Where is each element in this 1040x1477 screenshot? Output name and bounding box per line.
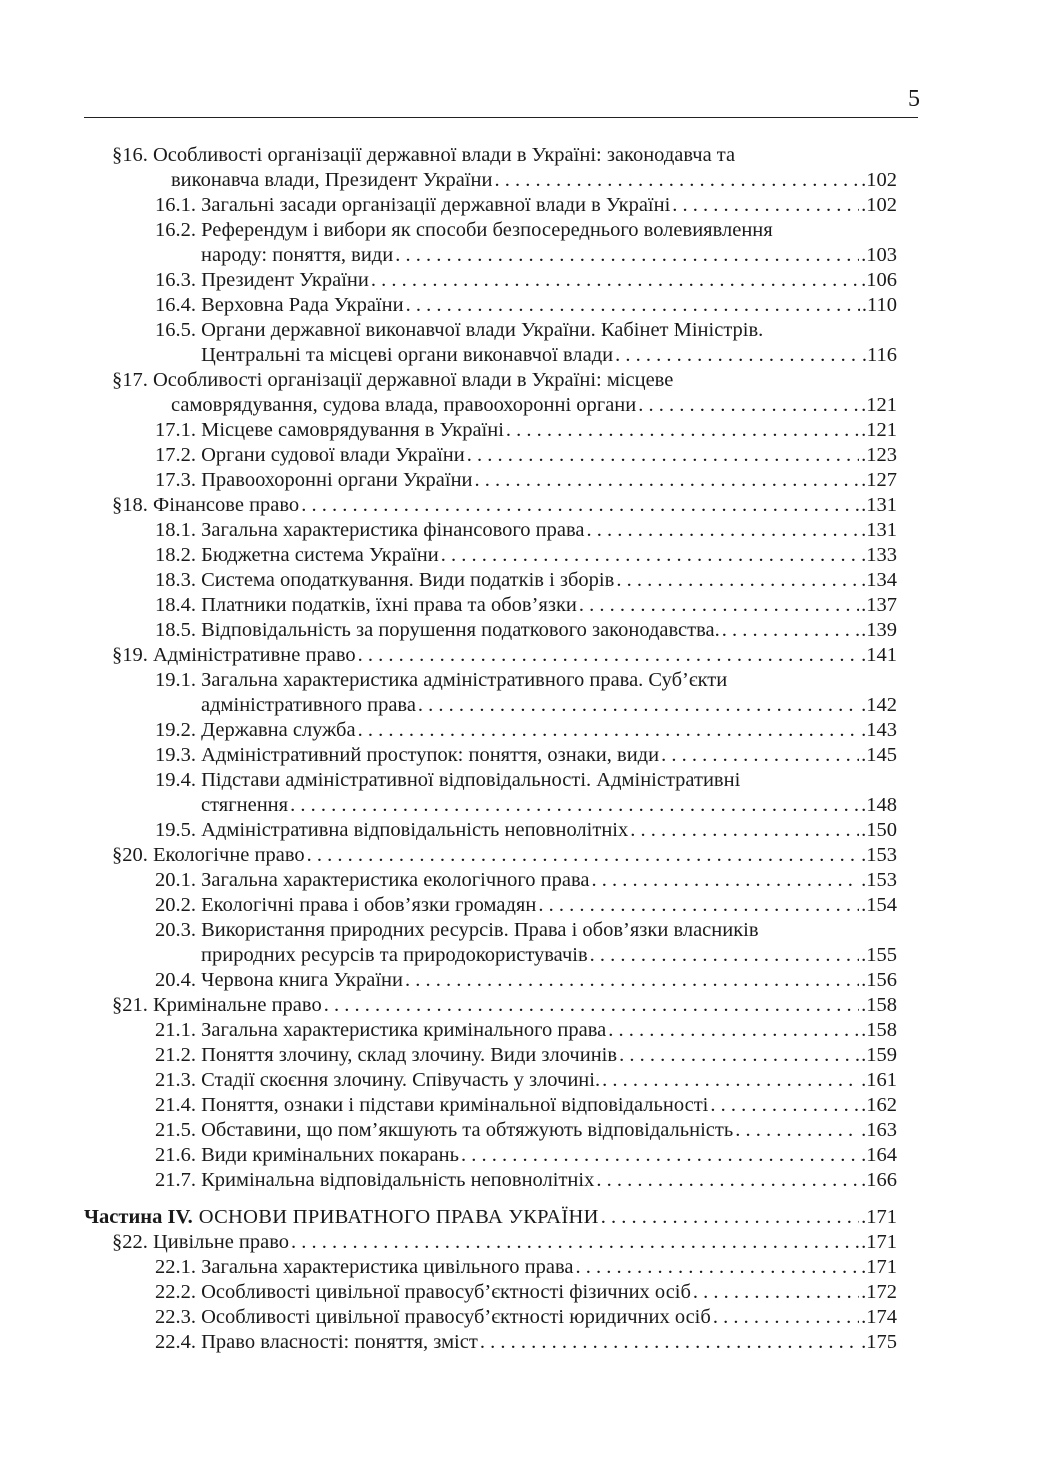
- toc-subsection: [0, 718, 1040, 743]
- toc-entry-title: §18. Фінансове право: [112, 494, 300, 516]
- dot-leader: [371, 268, 859, 293]
- toc-page-number: .137: [861, 594, 897, 616]
- toc-entry-title: 17.3. Правоохоронні органи України: [155, 469, 473, 491]
- toc-page-number: .171: [861, 1231, 897, 1253]
- toc-subsection: [0, 618, 1040, 643]
- toc-entry-title: 18.5. Відповідальність за порушення податкового законодавства.: [155, 619, 720, 641]
- toc-page-number: .148: [861, 794, 897, 816]
- toc-page-number: .141: [861, 644, 897, 666]
- toc-page-number: .174: [861, 1306, 897, 1328]
- dot-leader: [590, 943, 859, 968]
- toc-entry-title: §20. Екологічне право: [112, 844, 305, 866]
- toc-page-number: .110: [861, 294, 897, 316]
- toc-page-number: .164: [861, 1144, 897, 1166]
- dot-leader: [661, 743, 859, 768]
- toc-page-number: .162: [861, 1094, 897, 1116]
- toc-entry-title-continued: природних ресурсів та природокористувачів: [201, 944, 588, 966]
- toc-subsection: [0, 268, 1040, 293]
- toc-subsection: [0, 1093, 1040, 1118]
- toc-section: [0, 843, 1040, 868]
- toc-subsection: [0, 893, 1040, 918]
- toc-page-number: .153: [861, 869, 897, 891]
- dot-leader: [301, 493, 859, 518]
- toc-entry-title: 21.4. Поняття, ознаки і підстави кримінальної відповідальності: [155, 1094, 709, 1116]
- toc-entry-title: 18.1. Загальна характеристика фінансового права: [155, 519, 585, 541]
- toc-page-number: .163: [861, 1119, 897, 1141]
- toc-subsection: [0, 1068, 1040, 1093]
- toc-page-number: .156: [861, 969, 897, 991]
- toc-section: [0, 643, 1040, 668]
- dot-leader: [418, 693, 859, 718]
- toc-page-number: .121: [861, 419, 897, 441]
- toc-page-number: .131: [861, 519, 897, 541]
- toc-page-number: .123: [861, 444, 897, 466]
- toc-page-number: .159: [861, 1044, 897, 1066]
- dot-leader: [405, 968, 859, 993]
- dot-leader: [291, 1230, 859, 1255]
- toc-entry-title: 19.4. Підстави адміністративної відповідальності. Адміністративні: [155, 769, 741, 791]
- toc-page-number: .154: [861, 894, 897, 916]
- toc-entry-title: 19.1. Загальна характеристика адміністративного права. Суб’єкти: [155, 669, 728, 691]
- toc-part-title: ОСНОВИ ПРИВАТНОГО ПРАВА УКРАЇНИ: [198, 1206, 599, 1228]
- toc-entry-title: 17.1. Місцеве самоврядування в Україні: [155, 419, 504, 441]
- toc-subsection: [0, 1305, 1040, 1330]
- toc-section: [0, 143, 1040, 193]
- table-of-contents: [0, 143, 1040, 1355]
- toc-subsection: [0, 968, 1040, 993]
- toc-section: [0, 1230, 1040, 1255]
- dot-leader: [494, 168, 859, 193]
- dot-leader: [713, 1305, 859, 1330]
- toc-page-number: .121: [861, 394, 897, 416]
- toc-entry-title: §21. Кримінальне право: [112, 994, 322, 1016]
- toc-subsection: [0, 1280, 1040, 1305]
- toc-entry-title-continued: Центральні та місцеві органи виконавчої влади: [201, 344, 614, 366]
- toc-subsection: [0, 468, 1040, 493]
- toc-subsection: [0, 1043, 1040, 1068]
- toc-part-label: Частина IV.: [84, 1206, 193, 1228]
- dot-leader: [480, 1330, 859, 1355]
- toc-page-number: .166: [861, 1169, 897, 1191]
- toc-entry-title-continued: стягнення: [201, 794, 289, 816]
- toc-page-number: .102: [861, 169, 897, 191]
- toc-entry-title-continued: народу: поняття, види: [201, 244, 394, 266]
- toc-entry-title: §16. Особливості організації державної влади в Україні: законодавча та: [112, 144, 736, 166]
- toc-entry-title: 16.5. Органи державної виконавчої влади України. Кабінет Міністрів.: [155, 319, 764, 341]
- toc-subsection: [0, 743, 1040, 768]
- header-rule: [84, 117, 918, 118]
- toc-subsection: [0, 1255, 1040, 1280]
- toc-subsection: [0, 1168, 1040, 1193]
- toc-page-number: .133: [861, 544, 897, 566]
- dot-leader: [602, 1068, 859, 1093]
- dot-leader: [307, 843, 860, 868]
- toc-page-number: .131: [861, 494, 897, 516]
- toc-entry-title: 19.3. Адміністративний проступок: поняття, ознаки, види: [155, 744, 660, 766]
- toc-subsection: [0, 193, 1040, 218]
- toc-page-number: .102: [861, 194, 897, 216]
- dot-leader: [710, 1093, 859, 1118]
- toc-page-number: .158: [861, 994, 897, 1016]
- toc-subsection: [0, 293, 1040, 318]
- toc-entry-title: 16.2. Референдум і вибори як способи безпосереднього волевиявлення: [155, 219, 773, 241]
- toc-subsection: [0, 768, 1040, 818]
- toc-subsection: [0, 443, 1040, 468]
- toc-page-number: .127: [861, 469, 897, 491]
- toc-entry-title: §22. Цивільне право: [112, 1231, 290, 1253]
- toc-entry-title: §17. Особливості організації державної влади в Україні: місцеве: [112, 369, 674, 391]
- dot-leader: [358, 643, 860, 668]
- toc-entry-title: 19.2. Державна служба: [155, 719, 356, 741]
- toc-page-number: .155: [861, 944, 897, 966]
- toc-page-number: .143: [861, 719, 897, 741]
- toc-part: [0, 1205, 1040, 1230]
- toc-section: [0, 493, 1040, 518]
- toc-page-number: .139: [861, 619, 897, 641]
- toc-subsection: [0, 218, 1040, 268]
- toc-subsection: [0, 418, 1040, 443]
- toc-section: [0, 368, 1040, 418]
- dot-leader: [475, 468, 860, 493]
- dot-leader: [358, 718, 860, 743]
- toc-entry-title: 20.3. Використання природних ресурсів. Права і обов’язки власників: [155, 919, 759, 941]
- dot-leader: [630, 818, 859, 843]
- toc-subsection: [0, 1018, 1040, 1043]
- toc-entry-title: 18.2. Бюджетна система України: [155, 544, 439, 566]
- dot-leader: [538, 893, 859, 918]
- toc-entry-title: 18.4. Платники податків, їхні права та обов’язки: [155, 594, 577, 616]
- toc-page-number: .116: [861, 344, 897, 366]
- dot-leader: [601, 1205, 859, 1230]
- toc-page-number: .142: [861, 694, 897, 716]
- dot-leader: [441, 543, 859, 568]
- dot-leader: [616, 568, 859, 593]
- toc-subsection: [0, 818, 1040, 843]
- dot-leader: [395, 243, 859, 268]
- toc-entry-title: 22.3. Особливості цивільної правосуб’єктності юридичних осіб: [155, 1306, 711, 1328]
- toc-entry-title: 21.7. Кримінальна відповідальність неповнолітніх: [155, 1169, 595, 1191]
- toc-entry-title: 18.3. Система оподаткування. Види податків і зборів: [155, 569, 615, 591]
- toc-page-number: .172: [861, 1281, 897, 1303]
- dot-leader: [591, 868, 859, 893]
- toc-page-number: .103: [861, 244, 897, 266]
- dot-leader: [638, 393, 859, 418]
- toc-subsection: [0, 1330, 1040, 1355]
- dot-leader: [615, 343, 860, 368]
- toc-entry-title: 22.2. Особливості цивільної правосуб’єктності фізичних осіб: [155, 1281, 691, 1303]
- toc-entry-title: 21.2. Поняття злочину, склад злочину. Види злочинів: [155, 1044, 618, 1066]
- toc-entry-title-continued: адміністративного права: [201, 694, 416, 716]
- toc-section: [0, 993, 1040, 1018]
- dot-leader: [575, 1255, 859, 1280]
- toc-page-number: .161: [861, 1069, 897, 1091]
- toc-page-number: .134: [861, 569, 897, 591]
- toc-entry-title: 21.3. Стадії скоєння злочину. Співучасть у злочині.: [155, 1069, 601, 1091]
- dot-leader: [290, 793, 859, 818]
- toc-page-number: .106: [861, 269, 897, 291]
- toc-page-number: .145: [861, 744, 897, 766]
- toc-entry-title: 22.4. Право власності: поняття, зміст: [155, 1331, 478, 1353]
- toc-entry-title: 21.5. Обставини, що пом’якшують та обтяжують відповідальність: [155, 1119, 734, 1141]
- toc-entry-title-continued: виконавча влади, Президент України: [171, 169, 493, 191]
- toc-subsection: [0, 868, 1040, 893]
- dot-leader: [406, 293, 860, 318]
- toc-entry-title: 16.1. Загальні засади організації державної влади в Україні: [155, 194, 671, 216]
- toc-entry-title: 17.2. Органи судової влади України: [155, 444, 465, 466]
- toc-subsection: [0, 593, 1040, 618]
- toc-subsection: [0, 668, 1040, 718]
- toc-entry-title-continued: самоврядування, судова влада, правоохоронні органи: [171, 394, 637, 416]
- toc-subsection: [0, 318, 1040, 368]
- dot-leader: [608, 1018, 859, 1043]
- toc-entry-title: 20.1. Загальна характеристика екологічного права: [155, 869, 590, 891]
- toc-entry-title: 16.3. Президент України: [155, 269, 369, 291]
- toc-entry-title: 19.5. Адміністративна відповідальність неповнолітніх: [155, 819, 629, 841]
- toc-entry-title: 20.2. Екологічні права і обов’язки громадян: [155, 894, 537, 916]
- dot-leader: [506, 418, 859, 443]
- toc-page-number: .153: [861, 844, 897, 866]
- toc-page-number: .171: [861, 1256, 897, 1278]
- dot-leader: [587, 518, 860, 543]
- toc-page-number: .175: [861, 1331, 897, 1353]
- dot-leader: [461, 1143, 859, 1168]
- toc-entry-title: 20.4. Червона книга України: [155, 969, 403, 991]
- dot-leader: [735, 1118, 859, 1143]
- toc-page-number: .171: [861, 1206, 897, 1228]
- toc-subsection: [0, 518, 1040, 543]
- toc-entry-title: §19. Адміністративне право: [112, 644, 356, 666]
- toc-page-number: .158: [861, 1019, 897, 1041]
- dot-leader: [596, 1168, 859, 1193]
- dot-leader: [324, 993, 859, 1018]
- toc-entry-title: 16.4. Верховна Рада України: [155, 294, 404, 316]
- dot-leader: [467, 443, 859, 468]
- toc-subsection: [0, 1143, 1040, 1168]
- dot-leader: [672, 193, 859, 218]
- toc-subsection: [0, 1118, 1040, 1143]
- toc-subsection: [0, 918, 1040, 968]
- toc-entry-title: 22.1. Загальна характеристика цивільного права: [155, 1256, 574, 1278]
- toc-entry-title: 21.1. Загальна характеристика кримінального права: [155, 1019, 607, 1041]
- toc-subsection: [0, 543, 1040, 568]
- toc-subsection: [0, 568, 1040, 593]
- dot-leader: [579, 593, 859, 618]
- dot-leader: [619, 1043, 859, 1068]
- page-number: 5: [908, 86, 920, 112]
- dot-leader: [722, 618, 859, 643]
- toc-page-number: .150: [861, 819, 897, 841]
- toc-entry-title: 21.6. Види кримінальних покарань: [155, 1144, 459, 1166]
- dot-leader: [693, 1280, 859, 1305]
